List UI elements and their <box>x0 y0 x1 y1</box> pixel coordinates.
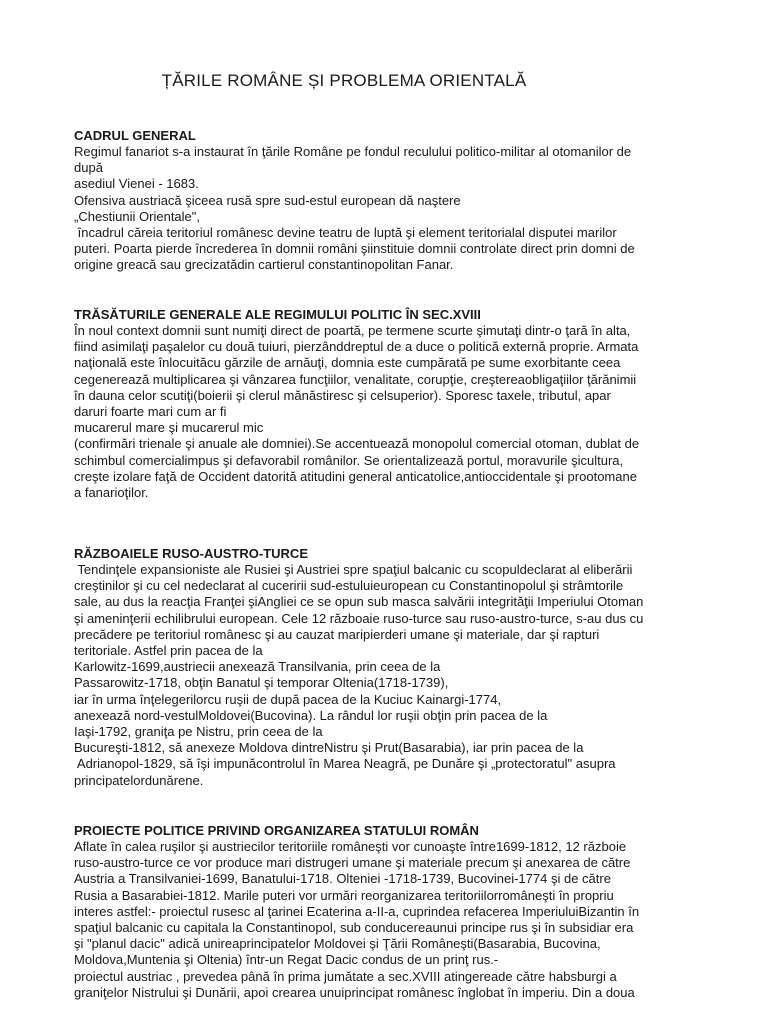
section-heading: CADRUL GENERAL <box>74 128 196 143</box>
text-line: puteri. Poarta pierde încrederea în domnii români şiinstituie domnii controlate direct prin domni de <box>74 241 635 257</box>
section-trasaturile-generale <box>74 307 694 501</box>
text-line: sale, au dus la reacţia Franţei şiAngliei ce se opun sub masca salvării integrităţii Imperiului Otoman <box>74 594 644 610</box>
text-line: principatelordunărene. <box>74 772 204 788</box>
text-line: În noul context domnii sunt numiţi direct de poartă, pe termene scurte şimutaţi dintr-o ţară în alta, <box>74 323 631 338</box>
text-line: ruso-austro-turce ce vor produce mari distrugeri umane şi materiale precum şi anexarea de către <box>74 855 631 871</box>
text-line: Tendinţele expansioniste ale Rusiei şi Austriei spre spaţiul balcanic cu scopuldeclarat al eliberării <box>74 562 633 577</box>
text-line: schimbul comercialimpus şi defavorabil românilor. Se orientalizează portul, moravurile şicultura, <box>74 452 624 468</box>
text-line: Austria a Transilvaniei-1699, Banatului-1718. Olteniei -1718-1739, Bucovinei-1774 şi de către <box>74 871 611 887</box>
text-line: „Chestiunii Orientale", <box>74 208 201 224</box>
text-line: Moldova,Muntenia şi Oltenia) într-un Regat Dacic condus de un prinţ rus.- <box>74 952 499 968</box>
text-line: graniţelor Nistrului şi Dunării, apoi crearea unuiprincipat românesc înglobat în imperiu. Din a doua <box>74 984 635 1000</box>
text-line: a fanarioţilor. <box>74 485 149 501</box>
text-line: mucarerul mare şi mucarerul mic <box>74 420 264 436</box>
text-line: (confirmări trienale şi anuale ale domniei).Se accentuează monopolul comercial otoman, dublat de <box>74 436 640 452</box>
text-line: interes astfel:- proiectul rusesc al ţarinei Ecaterina a-II-a, cuprindea refacerea ImperiuluiBizantin în <box>74 903 640 919</box>
text-line: proiectul austriac , prevedea până în prima jumătate a sec.XVIII atingereade către habsburgi a <box>74 968 617 984</box>
text-line: creştinilor şi cu cel nedeclarat al cuceririi sud-estuluieuropean cu Constantinopolul şi strâmtorile <box>74 578 624 594</box>
text-line: încadrul căreia teritoriul românesc devine teatru de luptă şi element teritorialal disputei marilor <box>74 225 617 241</box>
document-title: ȚĂRILE ROMÂNE ȘI PROBLEMA ORIENTALĂ <box>161 71 527 90</box>
text-line: Passarowitz-1718, obţin Banatul şi temporar Oltenia(1718-1739), <box>74 675 449 691</box>
section-body <box>74 562 694 789</box>
text-line: teritoriale. Astfel prin pacea de la <box>74 643 263 659</box>
text-line: Ofensiva austriacă şiceea rusă spre sud-estul european dă naştere <box>74 192 461 208</box>
text-line: Rusia a Basarabiei-1812. Marile puteri vor urmări reorganizarea teritoriilorromâneşti în propriu <box>74 887 614 903</box>
text-line: Iaşi-1792, graniţa pe Nistru, prin ceea de la <box>74 724 323 740</box>
text-line: Bucureşti-1812, să anexeze Moldova dintreNistru şi Prut(Basarabia), iar prin pacea de la <box>74 740 584 756</box>
section-razboaiele <box>74 546 694 789</box>
section-body <box>74 839 694 1001</box>
text-line: spaţiul balcanic cu capitala la Constantinopol, sub conducereaunui principe rus şi în subsidiar era <box>74 920 634 936</box>
text-line: şi "planul dacic" adică unireaprincipatelor Moldovei şi Ţării Româneşti(Basarabia, Bucovina, <box>74 936 601 952</box>
text-line: naţională este înlocuităcu gărzile de arnăuţi, domnia este cumpărată pe sume exorbitante ceea <box>74 355 621 371</box>
text-line: anexează nord-vestulMoldovei(Bucovina). La rândul lor ruşii obţin prin pacea de la <box>74 707 548 723</box>
section-proiecte-politice <box>74 823 694 1001</box>
section-cadrul-general <box>74 128 694 274</box>
text-line: cegenerează multiplicarea şi vânzarea funcţiilor, venalitate, corupţie, creştereaobligaţiilor ţărănimii <box>74 371 637 387</box>
text-line: fiind asimilaţi paşalelor cu două tuiuri, pierzânddreptul de a duce o politică externă proprie. Armata <box>74 339 639 355</box>
text-line: creşte izolare faţă de Occident datorită atitudini general anticatolice,antioccidentale şi prootomane <box>74 468 637 484</box>
text-line: şi ameninţerii echilibrului european. Cele 12 războaie ruso-turce sau ruso-austro-turce, s-au dus cu <box>74 610 644 626</box>
text-line: în dauna celor scutiţi(boierii şi clerul mănăstiresc şi celsuperior). Sporesc taxele, tributul, apar <box>74 387 611 403</box>
section-heading: TRĂSĂTURILE GENERALE ALE REGIMULUI POLITIC ÎN SEC.XVIII <box>74 307 481 322</box>
text-line: Aflate în calea ruşilor şi austriecilor teritoriile româneşti vor cunoaşte între1699-1812, 12 războie <box>74 839 627 854</box>
text-line: iar în urma înţelegerilorcu ruşii de după pacea de la Kuciuc Kainargi-1774, <box>74 691 502 707</box>
text-line: daruri foarte mari cum ar fi <box>74 404 227 420</box>
section-heading: PROIECTE POLITICE PRIVIND ORGANIZAREA STATULUI ROMÂN <box>74 823 479 838</box>
text-line: după <box>74 160 103 176</box>
section-body <box>74 144 694 274</box>
text-line: Adrianopol-1829, să îşi impunăcontrolul în Marea Neagră, pe Dunăre şi „protectoratul" asupra <box>74 756 616 772</box>
text-line: precădere pe teritoriul românesc şi au cauzat maripierderi umane şi materiale, dar şi rapturi <box>74 626 600 642</box>
text-line: origine greacă sau grecizatădin cartierul constantinopolitan Fanar. <box>74 257 454 273</box>
text-line: asediul Vienei - 1683. <box>74 176 199 192</box>
section-body <box>74 323 694 501</box>
section-heading: RĂZBOAIELE RUSO-AUSTRO-TURCE <box>74 546 308 561</box>
text-line: Karlowitz-1699,austriecii anexează Transilvania, prin ceea de la <box>74 659 441 675</box>
text-line: Regimul fanariot s-a instaurat în ţările Române pe fondul reculului politico-militar al otomanilor de <box>74 144 632 159</box>
